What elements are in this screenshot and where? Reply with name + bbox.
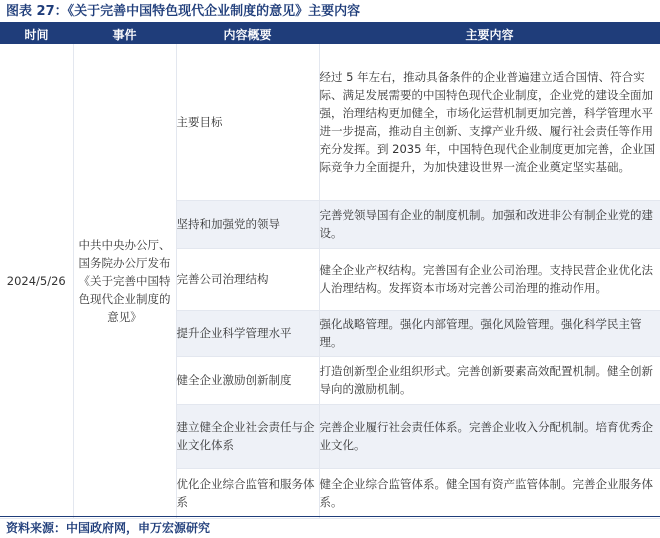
- content-cell: 完善企业履行社会责任体系。完善企业收入分配机制。培育优秀企业文化。: [319, 404, 660, 468]
- source-note: 资料来源：中国政府网，申万宏源研究: [6, 521, 211, 535]
- summary-cell: 建立健全企业社会责任与企业文化体系: [176, 404, 319, 468]
- content-cell: 打造创新型企业组织形式。完善创新要素高效配置机制。健全创新导向的激励机制。: [319, 356, 660, 404]
- table-row: [0, 44, 660, 200]
- content-cell: 经过 5 年左右，推动具备条件的企业普遍建立适合国情、符合实际、满足发展需要的中国特色现代企业制度，企业党的建设全面加强，治理结构更加健全，市场化运营机制更加完善，科学管理水平进一步提高，推动自主创新、支撑产业升级、履行社会责任等作用充分发挥。到 2035 年，中国特色现代企业制度更加完善，企业国际竞争力全面提升，为加快建设世界一流企业奠定坚实基础。: [319, 44, 660, 200]
- event-cell: 中共中央办公厅、国务院办公厅发布《关于完善中国特色现代企业制度的意见》: [73, 44, 176, 518]
- summary-cell: 完善公司治理结构: [176, 248, 319, 310]
- summary-cell: 主要目标: [176, 44, 319, 200]
- source-rule: [0, 516, 660, 517]
- header-time: 时间: [0, 24, 73, 44]
- summary-cell: 健全企业激励创新制度: [176, 356, 319, 404]
- content-cell: 健全企业产权结构。完善国有企业公司治理。支持民营企业优化法人治理结构。发挥资本市场对完善公司治理的推动作用。: [319, 248, 660, 310]
- header-summary: 内容概要: [176, 24, 319, 44]
- table-header-row: [0, 24, 660, 44]
- header-event: 事件: [73, 24, 176, 44]
- summary-cell: 优化企业综合监管和服务体系: [176, 468, 319, 518]
- summary-cell: 坚持和加强党的领导: [176, 200, 319, 248]
- header-content: 主要内容: [319, 24, 660, 44]
- content-cell: 强化战略管理。强化内部管理。强化风险管理。强化科学民主管理。: [319, 310, 660, 356]
- summary-cell: 提升企业科学管理水平: [176, 310, 319, 356]
- time-cell: 2024/5/26: [0, 44, 73, 518]
- figure-title: 图表 27：《关于完善中国特色现代企业制度的意见》主要内容: [6, 4, 361, 19]
- policy-table: [0, 24, 660, 519]
- content-cell: 健全企业综合监管体系。健全国有资产监管体制。完善企业服务体系。: [319, 468, 660, 518]
- content-cell: 完善党领导国有企业的制度机制。加强和改进非公有制企业党的建设。: [319, 200, 660, 248]
